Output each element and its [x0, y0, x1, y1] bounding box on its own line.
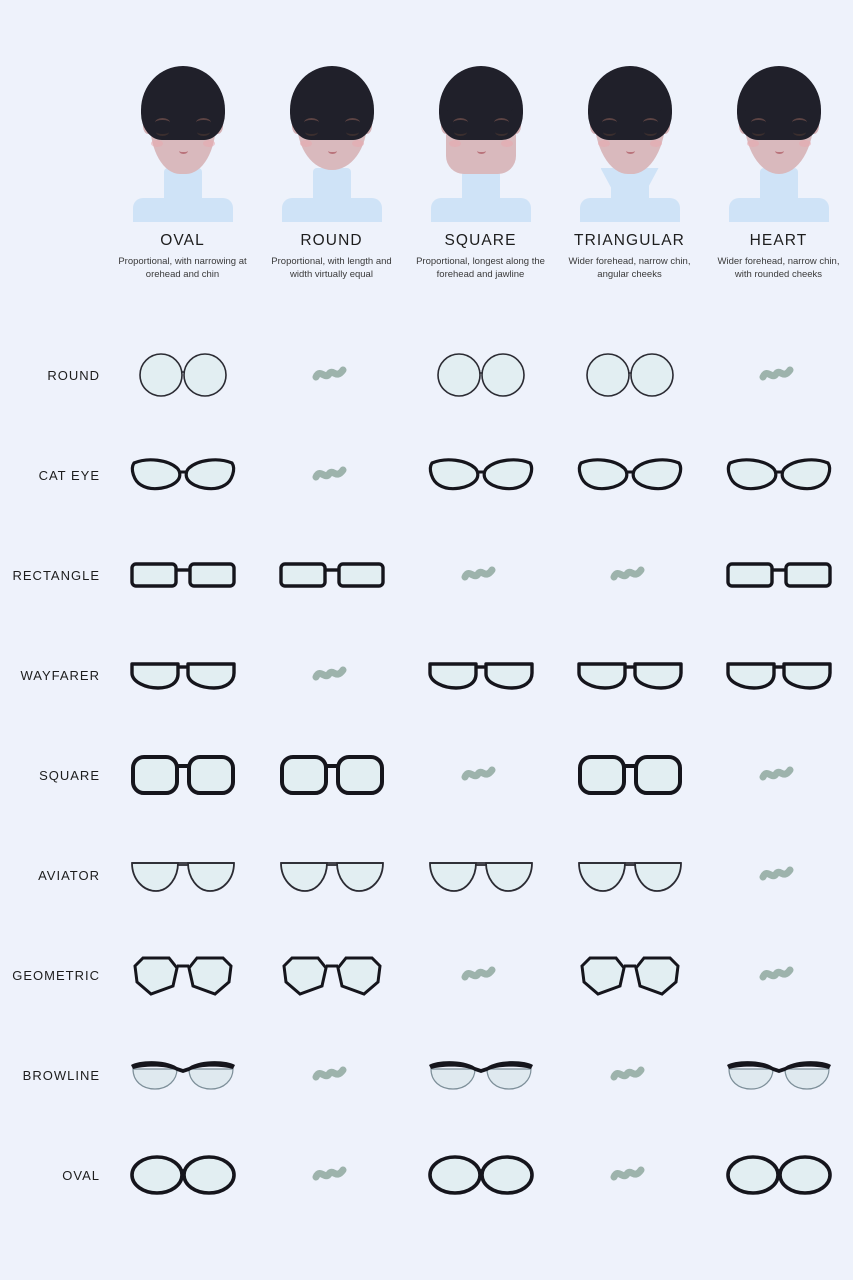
face-shape-name: HEART [749, 232, 808, 249]
glasses-round-icon [427, 349, 535, 401]
glasses-geometric-icon [129, 950, 237, 1000]
face-illustration-round [272, 48, 392, 218]
matrix-row-browline [0, 1025, 853, 1125]
cheek-right [501, 140, 513, 147]
matrix-row-rectangle [0, 525, 853, 625]
squiggle-icon [759, 861, 799, 889]
cell-aviator-triangular [555, 825, 704, 925]
cell-browline-oval [108, 1025, 257, 1125]
face-shape-name: TRIANGULAR [574, 232, 685, 249]
glasses-geometric-icon [278, 950, 386, 1000]
eye-right [495, 128, 508, 136]
cell-browline-round [257, 1025, 406, 1125]
eye-right [793, 128, 806, 136]
cell-round-square [406, 325, 555, 425]
glasses-aviator-icon [426, 851, 536, 899]
frame-style-label: CAT EYE [38, 467, 100, 483]
glasses-oval-icon [128, 1152, 238, 1198]
cell-square-oval [108, 725, 257, 825]
glasses-square-icon [576, 749, 684, 801]
cheek-right [799, 140, 811, 147]
eye-left [454, 128, 467, 136]
face-illustration-oval [123, 48, 243, 218]
cell-oval-triangular [555, 1125, 704, 1225]
cell-square-heart [704, 725, 853, 825]
mouth [626, 148, 635, 154]
glasses-rectangle-icon [128, 554, 238, 596]
glasses-oval-icon [724, 1152, 834, 1198]
eyebrow-left [602, 118, 617, 127]
cell-rectangle-heart [704, 525, 853, 625]
glasses-geometric-icon [576, 950, 684, 1000]
cell-rectangle-round [257, 525, 406, 625]
cell-browline-triangular [555, 1025, 704, 1125]
cell-oval-square [406, 1125, 555, 1225]
glasses-browline-icon [425, 1053, 537, 1097]
face-shape-name: OVAL [160, 232, 205, 249]
glasses-rectangle-icon [724, 554, 834, 596]
cheek-left [598, 140, 610, 147]
squiggle-icon [610, 1161, 650, 1189]
cell-cateye-oval [108, 425, 257, 525]
squiggle-icon [610, 561, 650, 589]
cell-aviator-round [257, 825, 406, 925]
glasses-browline-icon [127, 1053, 239, 1097]
shoulders-shape [282, 198, 382, 222]
eye-left [752, 128, 765, 136]
cell-aviator-oval [108, 825, 257, 925]
squiggle-icon [759, 361, 799, 389]
glasses-round-icon [576, 349, 684, 401]
squiggle-icon [312, 461, 352, 489]
cell-rectangle-square [406, 525, 555, 625]
face-shape-description: Proportional, with length and width virtually equal [271, 256, 392, 280]
cell-geometric-oval [108, 925, 257, 1025]
squiggle-icon [610, 1061, 650, 1089]
cell-cateye-heart [704, 425, 853, 525]
eyebrow-right [792, 118, 807, 127]
face-column-oval [108, 48, 257, 282]
cell-square-round [257, 725, 406, 825]
face-shape-name: ROUND [300, 232, 363, 249]
shoulders-shape [729, 198, 829, 222]
face-column-triangular [555, 48, 704, 282]
cell-cateye-triangular [555, 425, 704, 525]
matrix-row-cat-eye [0, 425, 853, 525]
cell-browline-heart [704, 1025, 853, 1125]
face-shape-description: Wider forehead, narrow chin, angular cheeks [568, 256, 691, 280]
squiggle-icon [759, 761, 799, 789]
cell-round-heart [704, 325, 853, 425]
squiggle-icon [461, 961, 501, 989]
cell-aviator-square [406, 825, 555, 925]
cell-geometric-square [406, 925, 555, 1025]
squiggle-icon [312, 1061, 352, 1089]
eye-left [305, 128, 318, 136]
glasses-rectangle-icon [277, 554, 387, 596]
squiggle-icon [312, 661, 352, 689]
glasses-aviator-icon [277, 851, 387, 899]
mouth [477, 148, 486, 154]
eye-right [346, 128, 359, 136]
glasses-square-icon [129, 749, 237, 801]
mouth [328, 148, 337, 154]
cell-cateye-square [406, 425, 555, 525]
glasses-cat-eye-icon [426, 451, 536, 499]
shoulders-shape [133, 198, 233, 222]
glasses-cat-eye-icon [128, 451, 238, 499]
cheek-right [352, 140, 364, 147]
cell-square-triangular [555, 725, 704, 825]
frame-style-matrix [0, 325, 853, 1225]
glasses-wayfarer-icon [128, 652, 238, 698]
cell-oval-round [257, 1125, 406, 1225]
eyebrow-right [196, 118, 211, 127]
cell-browline-square [406, 1025, 555, 1125]
glasses-round-icon [129, 349, 237, 401]
face-shape-description: Proportional, longest along the forehead and jawline [416, 256, 545, 280]
cell-wayfarer-square [406, 625, 555, 725]
eye-left [603, 128, 616, 136]
frame-style-label: RECTANGLE [12, 567, 100, 583]
matrix-row-aviator [0, 825, 853, 925]
frame-style-label: AVIATOR [38, 867, 100, 883]
glasses-browline-icon [723, 1053, 835, 1097]
squiggle-icon [759, 961, 799, 989]
frame-style-label: BROWLINE [22, 1067, 100, 1083]
glasses-aviator-icon [128, 851, 238, 899]
matrix-row-wayfarer [0, 625, 853, 725]
frame-style-label: WAYFARER [20, 667, 100, 683]
squiggle-icon [312, 1161, 352, 1189]
frame-style-label: OVAL [62, 1167, 100, 1183]
glasses-oval-icon [426, 1152, 536, 1198]
cell-rectangle-oval [108, 525, 257, 625]
eye-left [156, 128, 169, 136]
cell-geometric-heart [704, 925, 853, 1025]
matrix-row-geometric [0, 925, 853, 1025]
eyebrow-left [304, 118, 319, 127]
cheek-left [747, 140, 759, 147]
squiggle-icon [461, 761, 501, 789]
matrix-row-square [0, 725, 853, 825]
cheek-left [300, 140, 312, 147]
glasses-square-icon [278, 749, 386, 801]
glasses-cat-eye-icon [575, 451, 685, 499]
cell-round-oval [108, 325, 257, 425]
cheek-left [151, 140, 163, 147]
face-column-square [406, 48, 555, 282]
face-shape-description: Proportional, with narrowing at orehead and chin [118, 256, 247, 280]
cell-wayfarer-oval [108, 625, 257, 725]
matrix-row-oval [0, 1125, 853, 1225]
squiggle-icon [312, 361, 352, 389]
shoulders-shape [431, 198, 531, 222]
cell-oval-oval [108, 1125, 257, 1225]
cheek-left [449, 140, 461, 147]
cell-cateye-round [257, 425, 406, 525]
cell-round-triangular [555, 325, 704, 425]
cell-square-square [406, 725, 555, 825]
cell-round-round [257, 325, 406, 425]
cell-wayfarer-heart [704, 625, 853, 725]
frame-style-label: ROUND [47, 367, 100, 383]
face-illustration-heart [719, 48, 839, 218]
face-illustration-square [421, 48, 541, 218]
glasses-wayfarer-icon [724, 652, 834, 698]
glasses-aviator-icon [575, 851, 685, 899]
face-shape-description: Wider forehead, narrow chin, with rounded cheeks [717, 256, 840, 280]
cheek-right [650, 140, 662, 147]
cell-geometric-round [257, 925, 406, 1025]
eyebrow-left [453, 118, 468, 127]
cell-wayfarer-round [257, 625, 406, 725]
eyebrow-right [345, 118, 360, 127]
eye-right [644, 128, 657, 136]
eye-right [197, 128, 210, 136]
frame-style-label: GEOMETRIC [12, 967, 100, 983]
mouth [775, 148, 784, 154]
face-column-heart [704, 48, 853, 282]
glasses-cat-eye-icon [724, 451, 834, 499]
matrix-row-round [0, 325, 853, 425]
frame-style-label: SQUARE [39, 767, 100, 783]
face-shapes-header [108, 48, 853, 282]
cell-rectangle-triangular [555, 525, 704, 625]
eyebrow-left [751, 118, 766, 127]
eyebrow-left [155, 118, 170, 127]
cell-wayfarer-triangular [555, 625, 704, 725]
glasses-wayfarer-icon [426, 652, 536, 698]
cheek-right [203, 140, 215, 147]
face-column-round [257, 48, 406, 282]
mouth [179, 148, 188, 154]
squiggle-icon [461, 561, 501, 589]
face-shape-name: SQUARE [444, 232, 517, 249]
cell-aviator-heart [704, 825, 853, 925]
cell-oval-heart [704, 1125, 853, 1225]
face-illustration-triangular [570, 48, 690, 218]
glasses-wayfarer-icon [575, 652, 685, 698]
eyebrow-right [494, 118, 509, 127]
cell-geometric-triangular [555, 925, 704, 1025]
eyebrow-right [643, 118, 658, 127]
